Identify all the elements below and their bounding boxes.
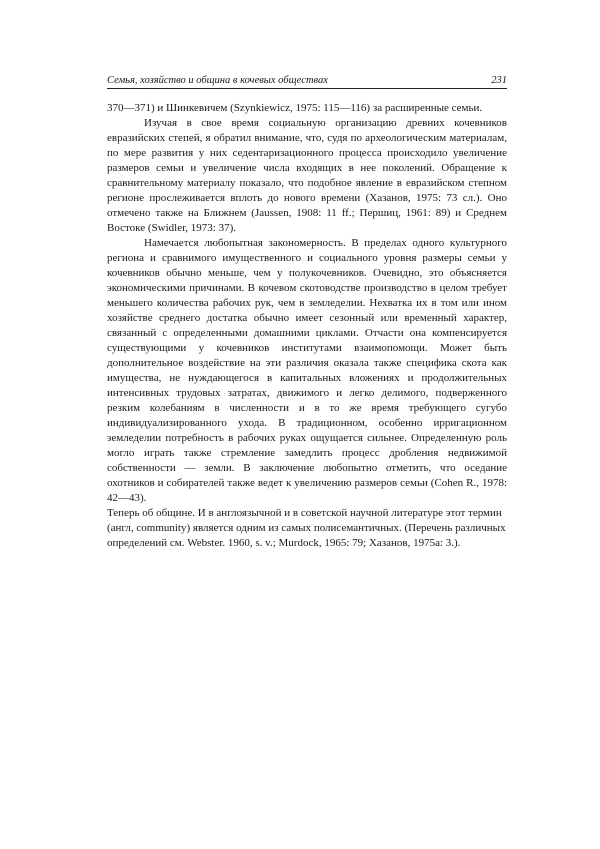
paragraph: Теперь об общине. И в англоязычной и в советской научной литературе этот термин (англ, community) является одним из самых полисемантичных. (Перечень различных определений см. Webster. 1960, s. v.; Murdock, 1965: 79; Хазанов, 1975a: 3.). (107, 507, 506, 549)
body-text (107, 101, 507, 551)
paragraph: Намечается любопытная закономерность. В пределах одного культурного региона и сравнимого имущественного и социального уровня размеры семьи у кочевников обычно меньше, чем у полукочевников. Очевидно, это объясняется экономическими причинами. В кочевом скотоводстве производство в целом требует меньшего количества рабочих рук, чем в земледелии. Нехватка их в том или ином хозяйстве среднего достатка обычно имеет сезонный или временный характер, связанный с определенными домашними циклами. Отчасти она компенсируется существующими у кочевников институтами взаимопомощи. Может быть дополнительное воздействие на эти различия оказала также специфика скота как имущества, не нуждающегося в капитальных вложениях и продолжительных интенсивных трудовых затратах, движимого и легко делимого, подверженного резким колебаниям в численности и в то же время требующего сугубо индивидуализированного ухода. В традиционном, особенно ирригационном земледелии потребность в рабочих руках ощущается сильнее. Определенную роль могло играть также стремление замедлить процесс дробления недвижимой собственности — земли. В заключение любопытно отметить, что оседание охотников и собирателей также ведет к увеличению размеров семьи (Cohen R., 1978: 42—43). (107, 237, 507, 504)
paragraph-continuation: 370—371) и Шинкевичем (Szynkiewicz, 1975: 115—116) за расширенные семьи. (107, 102, 483, 114)
running-header (107, 73, 507, 88)
page-number: 231 (491, 75, 507, 86)
header-rule (107, 88, 507, 89)
paragraph: Изучая в свое время социальную организацию древних кочевников евразийских степей, я обратил внимание, что, судя по археологическим материалам, по мере развития у них седентаризационного процесса происходило увеличение размеров семьи и увеличение числа входящих в нее поколений. Обращение к сравнительному материалу показало, что подобное явление в евразийском степном регионе прослеживается вплоть до нового времени (Хазанов, 1975: 73 сл.). Оно отмечено также на Ближнем (Jaussen, 1908: 11 ff.; Першиц, 1961: 89) и Среднем Востоке (Swidler, 1973: 37). (107, 117, 507, 234)
running-title: Семья, хозяйство и община в кочевых обществах (107, 75, 328, 86)
